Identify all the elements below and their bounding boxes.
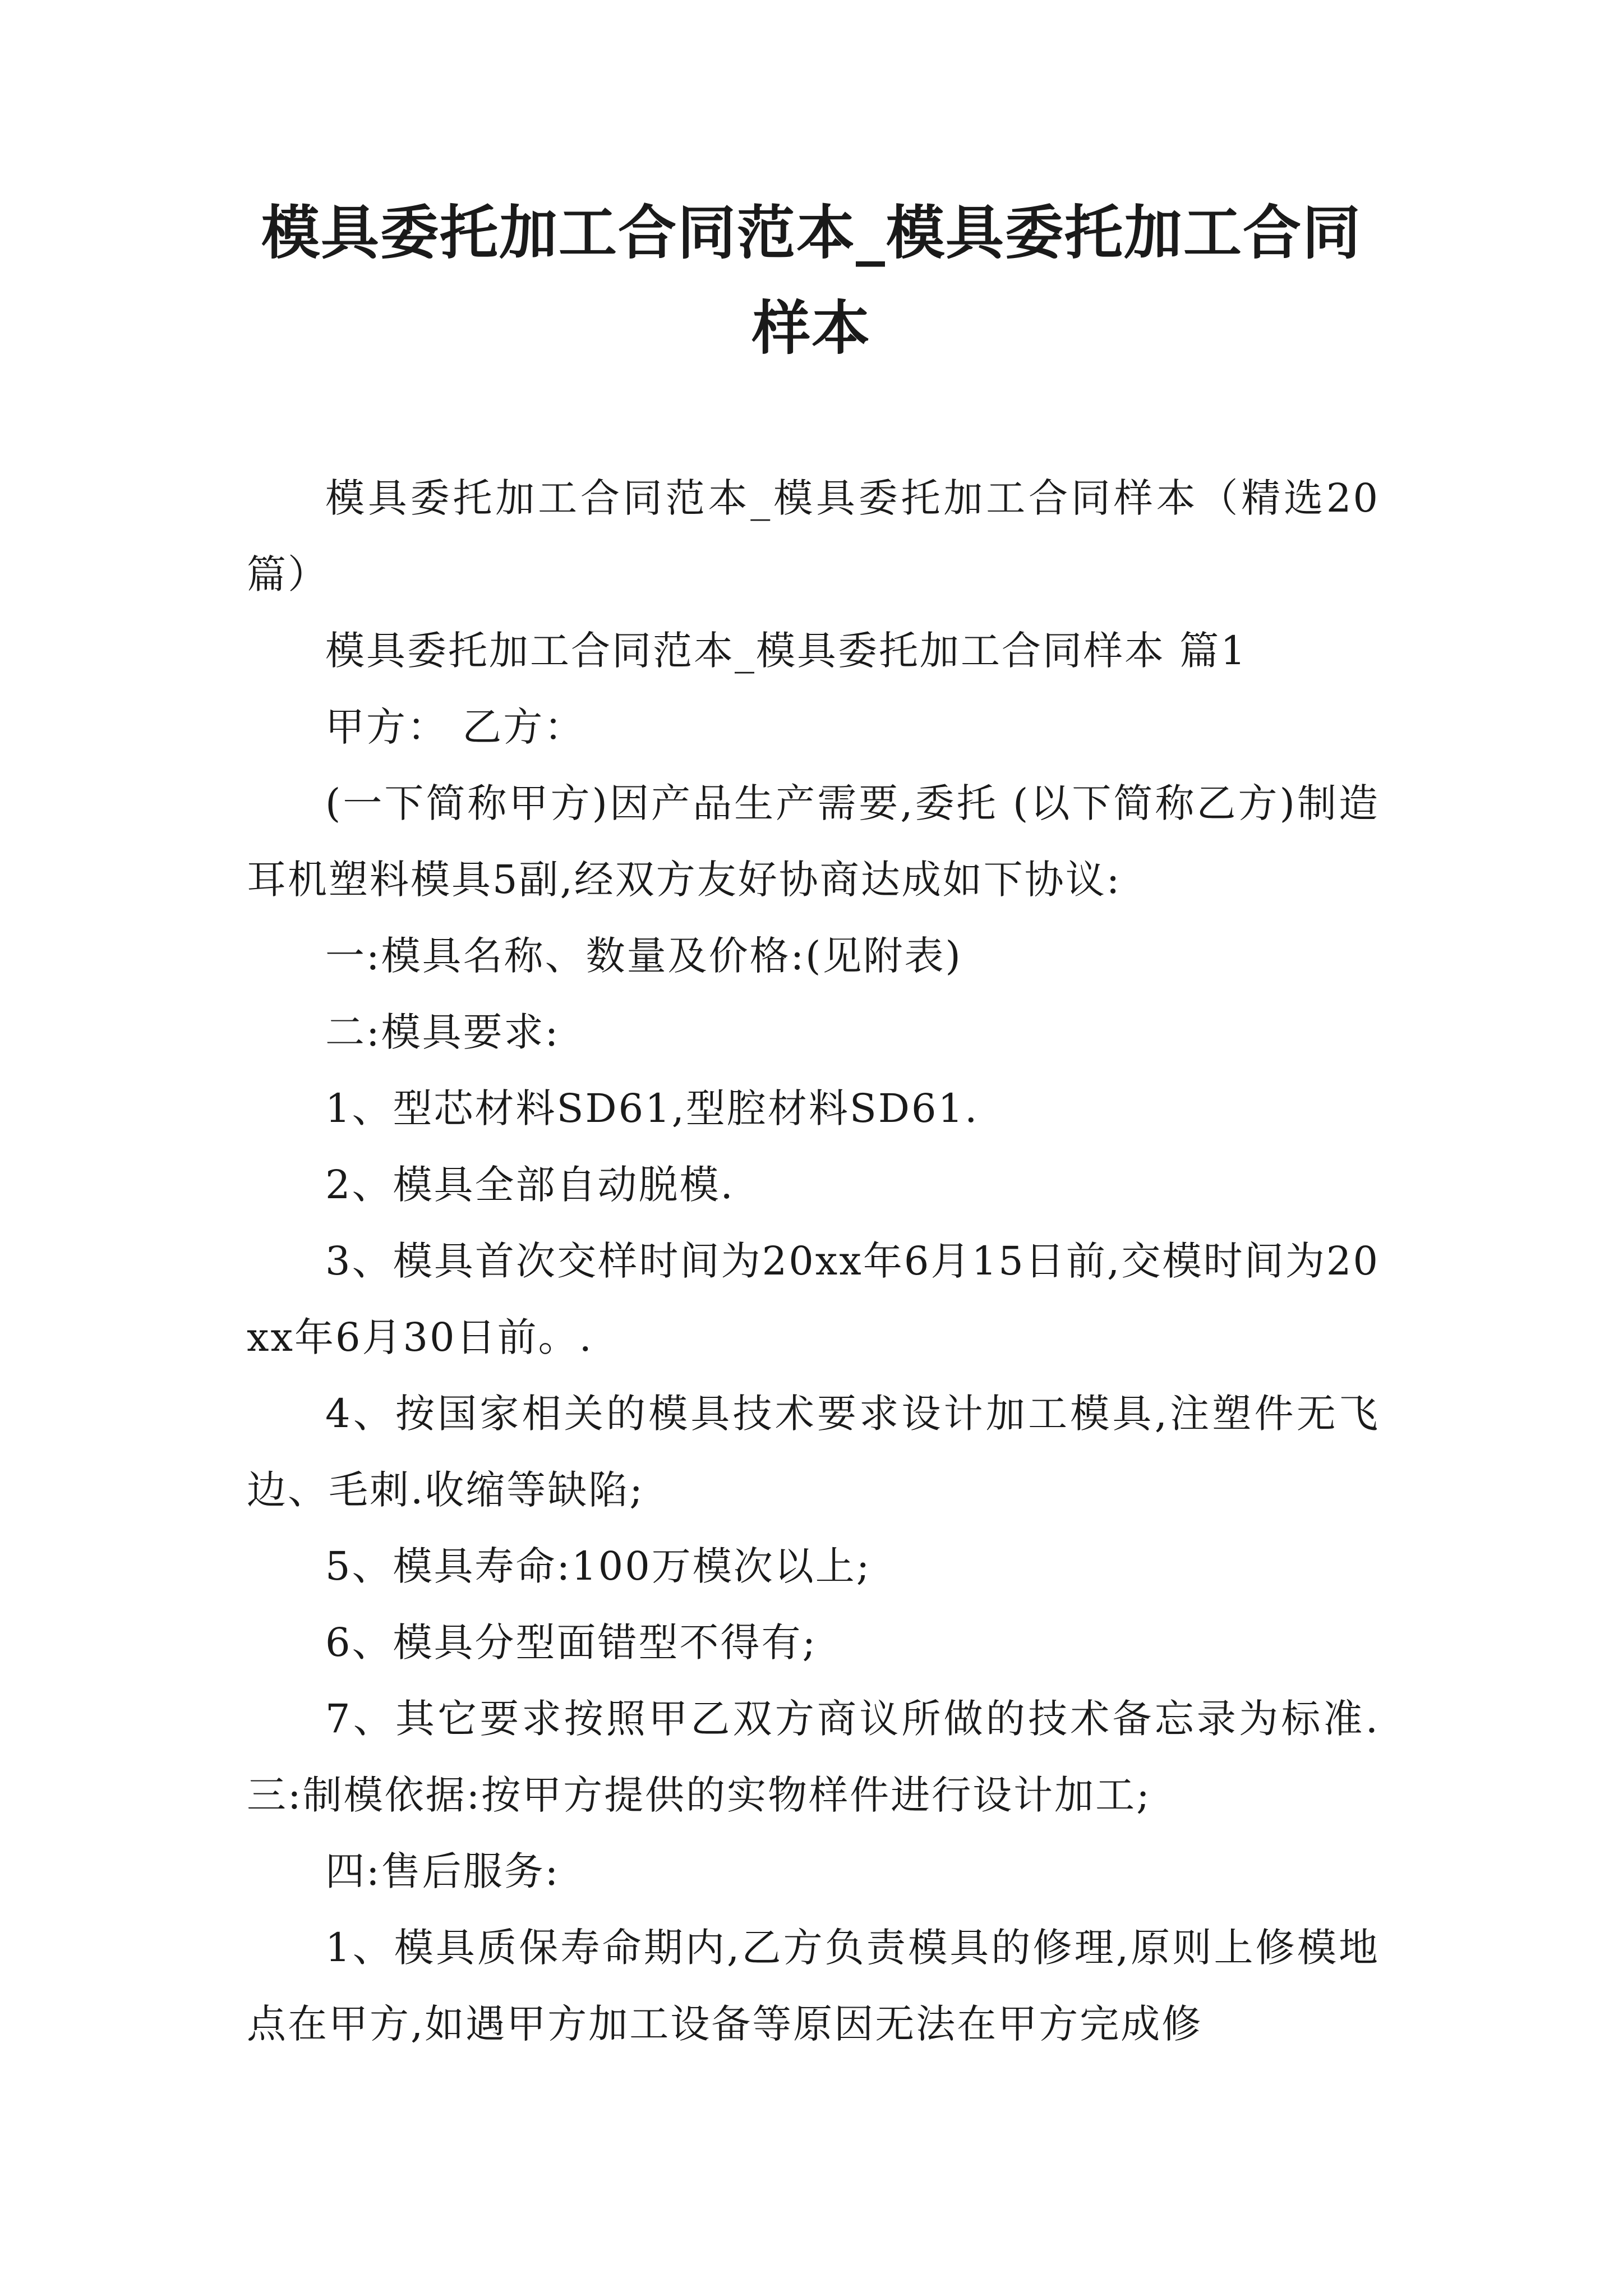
- paragraph: 一:模具名称、数量及价格:(见附表): [325, 933, 962, 979]
- document-title: [213, 185, 1410, 376]
- paragraph: 4、按国家相关的模具技术要求设计加工模具,注塑件无飞边、毛刺.收缩等缺陷;: [247, 1391, 1380, 1513]
- paragraph: 7、其它要求按照甲乙双方商议所做的技术备忘录为标准. 三:制模依据:按甲方提供的实物样件进行设计加工;: [247, 1696, 1380, 1818]
- paragraph: 1、型芯材料SD61,型腔材料SD61.: [325, 1085, 979, 1131]
- paragraph: 1、模具质保寿命期内,乙方负责模具的修理,原则上修模地点在甲方,如遇甲方加工设备等原因无法在甲方完成修: [247, 1925, 1380, 2047]
- paragraph: 甲方： 乙方：: [325, 704, 585, 750]
- title-line-2: 样本: [751, 293, 871, 362]
- paragraph: 二:模具要求:: [325, 1009, 560, 1055]
- document-body: [247, 460, 1380, 2062]
- paragraph: 5、模具寿命:100万模次以上;: [325, 1543, 872, 1589]
- paragraph: 模具委托加工合同范本_模具委托加工合同样本（精选20篇）: [247, 475, 1380, 597]
- paragraph: 模具委托加工合同范本_模具委托加工合同样本 篇1: [325, 628, 1247, 674]
- paragraph: 3、模具首次交样时间为20xx年6月15日前,交模时间为20xx年6月30日前。.: [247, 1238, 1380, 1360]
- paragraph: 6、模具分型面错型不得有;: [325, 1619, 818, 1665]
- paragraph: 2、模具全部自动脱模.: [325, 1162, 735, 1208]
- paragraph: (一下简称甲方)因产品生产需要,委托 (以下简称乙方)制造耳机塑料模具5副,经双方友好协商达成如下协议:: [247, 780, 1380, 903]
- title-line-1: 模具委托加工合同范本_模具委托加工合同: [261, 198, 1362, 267]
- paragraph: 四:售后服务:: [325, 1848, 560, 1894]
